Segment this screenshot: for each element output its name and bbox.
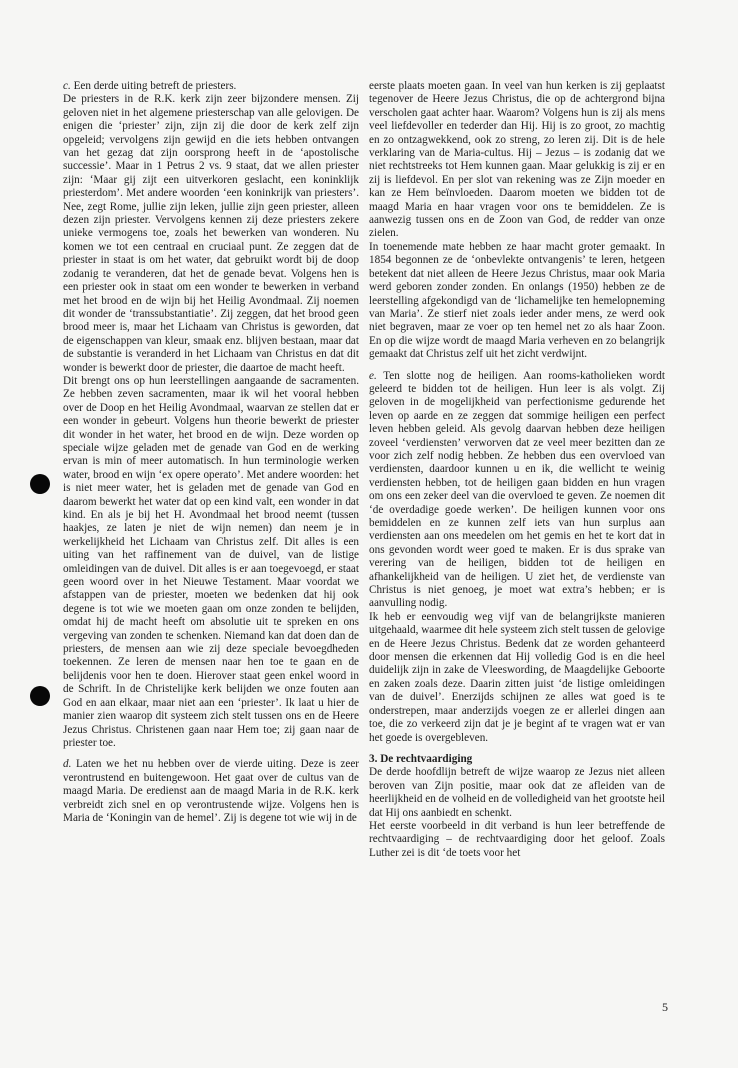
paragraph-section3-example: Het eerste voorbeeld in dit verband is hun leer betreffende de rechtvaardiging – de rechtvaardiging door het geloof. Zoals Luther zei is dit ‘de toets voor het [369,819,665,859]
item-marker-e: e. [369,369,377,382]
paragraph-c-body: De priesters in de R.K. kerk zijn zeer bijzondere mensen. Zij geloven niet in het algemene priesterschap van alle gelovigen. De enigen die ‘priester’ zijn, zijn zij die door de kerk zelf zijn opgeleid; vervolgens zijn gewijd en die iets hebben ontvangen van het gezag dat zijn oorsprong heeft in de ‘apostolische successie’. Maar in 1 Petrus 2 vs. 9 staat, dat we allen priester zijn: ‘Maar gij zijt een uitverkoren geslacht, een koninklijk priesterdom’. Met andere woorden ‘een koninkrijk van priesters’. Nee, zegt Rome, jullie zijn leken, jullie zijn geen priester, alleen dezen zijn priester. Vervolgens kennen zij deze priesters zekere unieke vermogens toe, zoals het bewerken van wonderen. Nu komen we tot een centraal en cruciaal punt. Ze zeggen dat de priester in staat is om het water, dat gebruikt wordt bij de doop zodanig te veranderen, dat het de genade bevat. Volgens hen is een priester ook in staat om een wonder te bewerken in verband met het brood en de wijn bij het Heilig Avondmaal. Zij noemen dit wonder de ‘transsubstantiatie’. Zij zeggen, dat het brood geen brood meer is, maar het Lichaam van Christus is geworden, dat de eigenschappen van kleur, smaak enz. blijven bestaan, maar dat de substantie is veranderd in het Lichaam van Christus en dat dit wonder is bewerkt door de priester, die daartoe de macht heeft. [63,93,359,374]
binder-hole-bottom [30,686,50,706]
paragraph-d-maria: In toenemende mate hebben ze haar macht groter gemaakt. In 1854 begonnen ze de ‘onbevlekte ontvangenis’ te leren, hetgeen betekent dat niet alleen de Heere Jezus Christus, maar ook Maria werd geboren zonder zonden. En onlangs (1950) hebben ze de leerstelling afgekondigd van de ‘lichamelijke ten hemelopneming van Maria’. Ze stierf niet zoals ieder ander mens, ze werd ook niet begraven, maar ze voer op ten hemel net zo als haar Zoon. En op die wijze wordt de maagd Maria verheven en zo belangrijk gemaakt dat Christus zelf uit het zicht verdwijnt. [369,240,665,361]
paragraph-c-intro [63,80,359,93]
paragraph-e-text: Ten slotte nog de heiligen. Aan rooms-katholieken wordt geleerd te bidden tot de heiligen. Hun leer is als volgt. Zij geloven in de mogelijkheid van perfectionisme gedurende het leven op aarde en ze zeggen dat sommige heiligen een perfect leven hebben geleid. Als gevolg daarvan hebben deze heiligen zoveel ‘verdiensten’ verworven dat ze veel meer bezitten dan ze voor zich zelf nodig hebben. Ze hebben dus een overvloed van verdiensten, daardoor kunnen u en ik, die wellicht te weinig verdiensten hebben, tot de heiligen gaan bidden en hun vragen om ons een zeker deel van die overvloed te geven. Ze noemen dit ‘de overdadige goede werken’. De heiligen kunnen voor ons bemiddelen en ze kunnen zelf iets van hun surplus aan verdiensten aan ons meedelen om het gemis en het te kort dat in ons gevonden wordt weer goed te maken. Er is dus sprake van verering van de heiligen, bidden tot de heiligen en afhankelijkheid van de heiligen. U ziet het, de verdienste van Christus is niet genoeg, je moet wat extra’s hebben; er is aanvulling nodig. [369,369,665,610]
left-text-column [63,80,359,825]
right-text-column [369,80,665,860]
paragraph-e-summary: Ik heb er eenvoudig weg vijf van de belangrijkste manieren uitgehaald, waarmee dit hele systeem zich stelt tussen de gelovige en de Heere Jezus Christus. Bedenk dat ze worden gehanteerd door mensen die erkennen dat Hij volledig God is en die heel duidelijk zijn in zake de Vleeswording, de Maagdelijke Geboorte en zaken zoals deze. Daarin zitten juist ‘de listige omleidingen van de duivel’. Enerzijds schijnen ze alles wat goed is te onderstrepen, maar anderzijds voegen ze er allerlei dingen aan toe, die zo verkeerd zijn dat je je begint af te vragen wat er van het goede is overgebleven. [369,610,665,744]
section-heading: 3. De rechtvaardiging [369,752,473,765]
paragraph-d-intro [63,758,359,825]
page-number: 5 [662,1000,668,1014]
paragraph-section3-intro: De derde hoofdlijn betreft de wijze waarop ze Jezus niet alleen beroven van Zijn positie, maar ook dat ze afleiden van de heerlijkheid en de volheid en de volledigheid van het grootste heil dat Hij ons aanbiedt en schenkt. [369,766,665,819]
item-marker-d: d. [63,758,72,771]
paragraph-d-continued: eerste plaats moeten gaan. In veel van hun kerken is zij geplaatst tegenover de Heere Jezus Christus, die op de achtergrond bijna verscholen gaat achter haar. Waarom? Volgens hun is zij als mens veel liefdevoller en tederder dan Hij. Hij is zo groot, zo machtig en zo ontzagwekkend, ook zo streng, zo leren zij. Dit is de hele verklaring van de Maria-cultus. Hij – Jezus – is zodanig dat we niet rechtstreeks tot Hem kunnen gaan. Maar gelukkig is zij er en zij is liefdevol. En per slot van rekening was ze Zijn moeder en kan ze Hem beïnvloeden. Daarom moeten we bidden tot de maagd Maria en haar vragen voor ons te bemiddelen. Ze is aanwezig tussen ons en de Zoon van God, de redder van onze zielen. [369,80,665,240]
paragraph-c-sacraments: Dit brengt ons op hun leerstellingen aangaande de sacramenten. Ze hebben zeven sacramenten, maar ik wil het vooral hebben over de Doop en het Heilig Avondmaal, waarvan ze stellen dat er een wonder in gebeurt. Volgens hun theorie bewerkt de priester dit wonder in het water, het brood en de wijn. Deze worden op speciale wijze geladen met de genade van God en de werking ervan is min of meer automatisch. In hun terminologie werken water, brood en wijn ‘ex opere operato’. Met andere woorden: het is niet meer water, het is geladen met de genade van God en daarom bewerkt het water dat op een kind valt, een wonder in dat kind. En als je bij het H. Avondmaal het brood neemt (tussen haakjes, ze laten je niet de wijn nemen) dan neem je in werkelijkheid het Lichaam van Christus zelf. Dit alles is een uiting van het raffinement van de duivel, van de listige omleidingen van de duivel. Dit alles is er aan toegevoegd, er staat geen woord over in het Nieuwe Testament. Maar voordat we afstappen van de priester, moeten we bedenken dat hij ook degene is tot wie we moeten gaan om onze zonden te belijden, omdat hij de macht heeft om absolutie uit te spreken en ons vergeving van zonden te schenken. Niemand kan dat doen dan de priesters, de mensen aan wie zij deze speciale bevoegdheden toekennen. Ze leren de mensen naar hen toe te gaan en de belijdenis voor hen te doen. Hierover staat geen enkel woord in de Schrift. In de Christelijke kerk belijden we onze fouten aan God en aan elkaar, maar niet aan een ‘priester’. Ik laat u hier de manier zien waarop dit systeem zich stelt tussen ons en de Heere Jezus Christus. Christenen gaan naar Hem toe; zij gaan naar de priester toe. [63,374,359,749]
paragraph-e-intro [369,370,665,611]
binder-hole-top [30,474,50,494]
paragraph-d-text: Laten we het nu hebben over de vierde uiting. Deze is zeer verontrustend en buitengewoon. Het gaat over de cultus van de maagd Maria. De eredienst aan de maagd Maria in de R.K. kerk verbreidt zich snel en op verontrustende wijze. Volgens hen is Maria de ‘Koningin van de hemel’. Zij is degene tot wie wij in de [63,758,360,824]
paragraph-c-intro-text: Een derde uiting betreft de priesters. [73,80,237,92]
item-marker-c: c. [63,80,71,92]
